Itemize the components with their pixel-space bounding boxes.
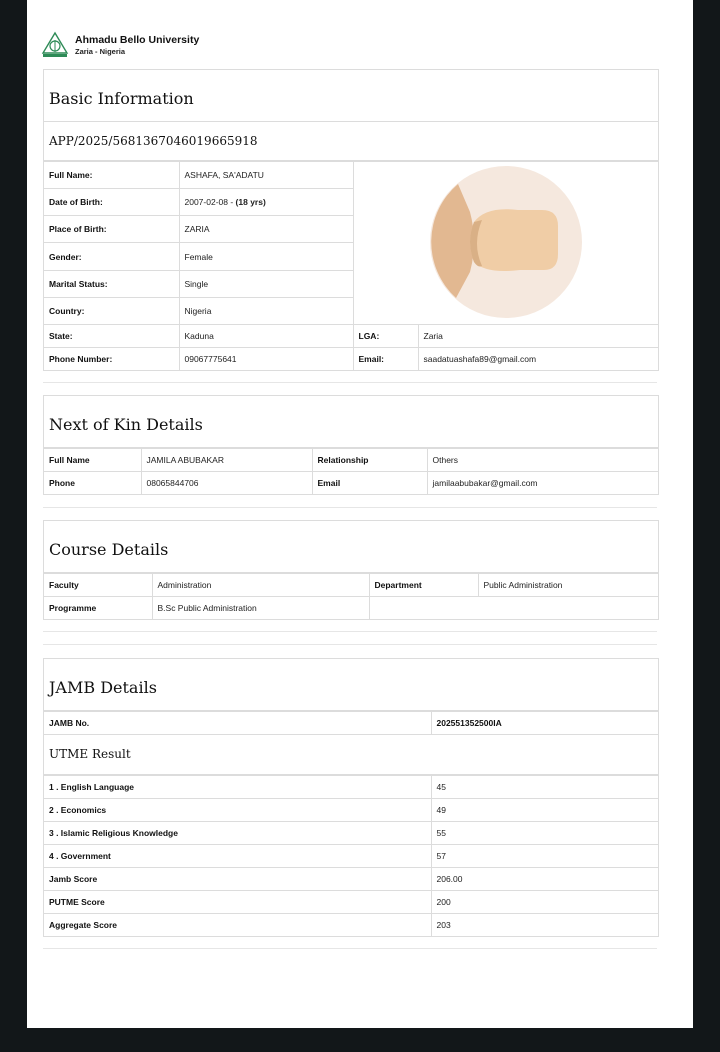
subject-score: 55 [431, 822, 658, 845]
basic-information-title: Basic Information [44, 70, 658, 122]
application-number: APP/2025/5681367046019665918 [44, 122, 658, 161]
next-of-kin-title: Next of Kin Details [44, 396, 658, 448]
course-details-table [44, 573, 658, 619]
email-label: Email: [353, 348, 418, 371]
jamb-details-title: JAMB Details [44, 659, 658, 711]
next-of-kin-section [43, 395, 659, 495]
full-name-label: Full Name: [44, 162, 179, 189]
state-label: State: [44, 325, 179, 348]
date-of-birth-label: Date of Birth: [44, 189, 179, 216]
jamb-details-section [43, 658, 659, 937]
jamb-number-label: JAMB No. [44, 712, 431, 735]
table-row [44, 776, 658, 799]
lga-value: Zaria [418, 325, 658, 348]
jamb-number-table [44, 711, 658, 734]
full-name-value: ASHAFA, SA'ADATU [179, 162, 353, 189]
place-of-birth-label: Place of Birth: [44, 216, 179, 243]
kin-phone-value: 08065844706 [141, 472, 312, 495]
section-divider [43, 507, 657, 508]
marital-status-value: Single [179, 270, 353, 297]
kin-relationship-label: Relationship [312, 449, 427, 472]
table-row [44, 472, 658, 495]
utme-result-table [44, 775, 658, 936]
table-row [44, 914, 658, 937]
table-row [44, 348, 658, 371]
university-logo-icon [41, 31, 69, 59]
university-location: Zaria - Nigeria [75, 46, 126, 56]
kin-email-value: jamilaabubakar@gmail.com [427, 472, 658, 495]
jamb-score-label: Jamb Score [44, 868, 431, 891]
programme-label: Programme [44, 597, 152, 620]
email-value: saadatuashafa89@gmail.com [418, 348, 658, 371]
age-text: (18 yrs) [235, 197, 266, 208]
putme-score-label: PUTME Score [44, 891, 431, 914]
phone-number-label: Phone Number: [44, 348, 179, 371]
gender-label: Gender: [44, 243, 179, 270]
subject-label: 3 . Islamic Religious Knowledge [44, 822, 431, 845]
basic-information-table [44, 161, 658, 370]
table-row [44, 574, 658, 597]
kin-full-name-value: JAMILA ABUBAKAR [141, 449, 312, 472]
table-row [44, 449, 658, 472]
date-of-birth-value [179, 189, 353, 216]
marital-status-label: Marital Status: [44, 270, 179, 297]
utme-result-title: UTME Result [44, 735, 658, 775]
table-row [44, 845, 658, 868]
course-details-title: Course Details [44, 521, 658, 573]
section-divider [43, 948, 657, 949]
date-of-birth-text: 2007-02-08 - [184, 197, 236, 208]
table-row [44, 325, 658, 348]
subject-score: 49 [431, 799, 658, 822]
table-row [44, 597, 658, 620]
country-label: Country: [44, 297, 179, 324]
kin-email-label: Email [312, 472, 427, 495]
aggregate-score-label: Aggregate Score [44, 914, 431, 937]
table-row [44, 799, 658, 822]
subject-label: 4 . Government [44, 845, 431, 868]
subject-score: 57 [431, 845, 658, 868]
section-divider [43, 644, 657, 645]
kin-relationship-value: Others [427, 449, 658, 472]
faculty-label: Faculty [44, 574, 152, 597]
section-divider [43, 631, 657, 632]
lga-label: LGA: [353, 325, 418, 348]
university-header [41, 30, 199, 60]
empty-cell [369, 597, 658, 620]
subject-label: 1 . English Language [44, 776, 431, 799]
faculty-value: Administration [152, 574, 369, 597]
table-row [44, 822, 658, 845]
table-row [44, 868, 658, 891]
phone-number-value: 09067775641 [179, 348, 353, 371]
university-name: Ahmadu Bello University [75, 33, 200, 46]
document-page [27, 0, 693, 1028]
subject-score: 45 [431, 776, 658, 799]
jamb-number-value: 202551352500IA [431, 712, 658, 735]
section-divider [43, 382, 657, 383]
course-details-section [43, 520, 659, 620]
table-row [44, 891, 658, 914]
kin-phone-label: Phone [44, 472, 141, 495]
passport-photo-cell [353, 162, 658, 325]
table-row [44, 162, 658, 189]
putme-score-value: 200 [431, 891, 658, 914]
kin-full-name-label: Full Name [44, 449, 141, 472]
country-value: Nigeria [179, 297, 353, 324]
table-row [44, 712, 658, 735]
utme-result-wrapper [44, 734, 658, 775]
state-value: Kaduna [179, 325, 353, 348]
basic-information-section [43, 69, 659, 371]
jamb-score-value: 206.00 [431, 868, 658, 891]
gender-value: Female [179, 243, 353, 270]
department-label: Department [369, 574, 478, 597]
subject-label: 2 . Economics [44, 799, 431, 822]
aggregate-score-value: 203 [431, 914, 658, 937]
programme-value: B.Sc Public Administration [152, 597, 369, 620]
next-of-kin-table [44, 448, 658, 494]
department-value: Public Administration [478, 574, 658, 597]
passport-photo-avatar [426, 162, 586, 322]
place-of-birth-value: ZARIA [179, 216, 353, 243]
